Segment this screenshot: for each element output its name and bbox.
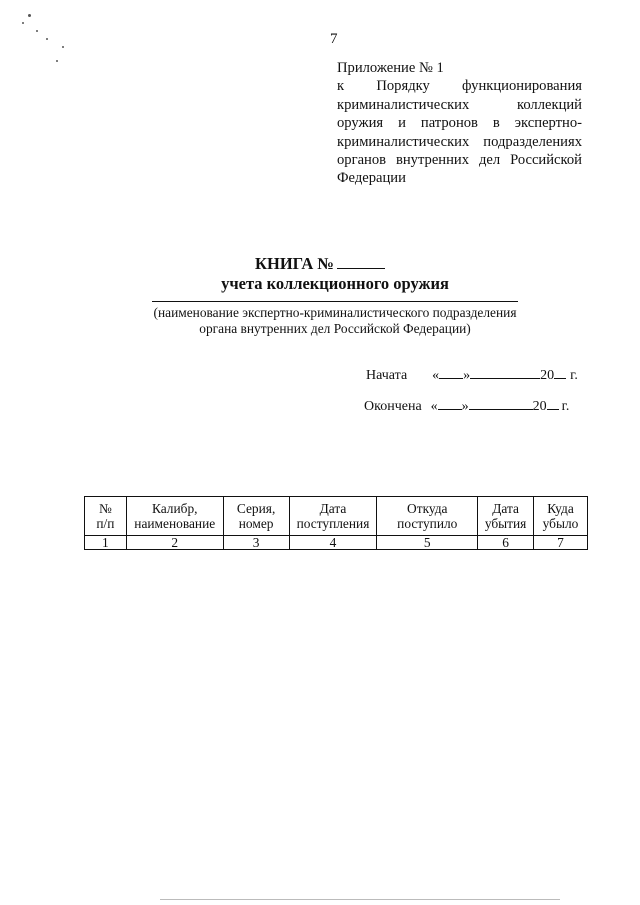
table-header-row [85,497,588,536]
scan-speck [22,22,24,24]
register-table [84,496,588,550]
column-header-destination: Куда убыло [534,497,588,536]
table-row [85,536,588,550]
date-started-row [366,365,578,384]
appendix-line: оружия и патронов в экспертно- [337,115,582,132]
column-number-cell: 5 [377,536,478,550]
day-blank [439,365,463,379]
column-number-cell: 6 [478,536,534,550]
column-number-cell: 7 [534,536,588,550]
organization-caption-line: (наименование экспертно-криминалистического подразделения [153,305,517,320]
column-header-received-from: Откуда поступило [377,497,478,536]
year-blank [554,365,566,379]
appendix-line: к Порядку функционирования [337,78,582,95]
open-quote: « [430,399,438,414]
book-subtitle: учета коллекционного оружия [221,274,449,293]
open-quote: « [432,368,440,383]
close-quote: » [463,368,471,383]
year-suffix: г. [561,399,570,414]
organization-caption [140,305,530,336]
appendix-line: органов внутренних дел Российской [337,152,582,169]
scan-speck [28,14,31,17]
column-header-number: № п/п [85,497,127,536]
year-blank [547,396,559,410]
column-header-departure-date: Дата убытия [478,497,534,536]
book-number-blank [337,254,385,269]
scan-speck [62,46,64,48]
year-prefix: 20 [540,368,555,383]
date-ended-row [364,396,569,415]
date-started-label: Начата [366,368,408,383]
scan-speck [56,60,58,62]
month-blank [469,396,533,410]
scan-speck [36,30,38,32]
book-title [0,254,640,274]
column-number-cell: 4 [289,536,377,550]
column-number-cell: 2 [126,536,223,550]
column-number-cell: 1 [85,536,127,550]
appendix-header [337,59,582,188]
column-number-cell: 3 [223,536,289,550]
appendix-line: Федерации [337,170,406,187]
column-header-received-date: Дата поступления [289,497,377,536]
organization-name-line [152,300,518,302]
appendix-line: криминалистических подразделениях [337,133,582,150]
year-suffix: г. [570,368,578,383]
close-quote: » [461,399,469,414]
page-number: 7 [330,31,338,47]
column-header-caliber: Калибр, наименование [126,497,223,536]
book-title-prefix: КНИГА № [255,254,334,273]
year-prefix: 20 [532,399,547,414]
appendix-title: Приложение № 1 [337,60,444,76]
scan-edge-line [160,898,560,900]
organization-caption-line: органа внутренних дел Российской Федерации) [199,320,471,336]
month-blank [470,365,540,379]
day-blank [438,396,462,410]
column-header-serial: Серия, номер [223,497,289,536]
scan-speck [46,38,48,40]
appendix-line: криминалистических коллекций [337,96,582,113]
date-ended-label: Окончена [364,399,422,414]
